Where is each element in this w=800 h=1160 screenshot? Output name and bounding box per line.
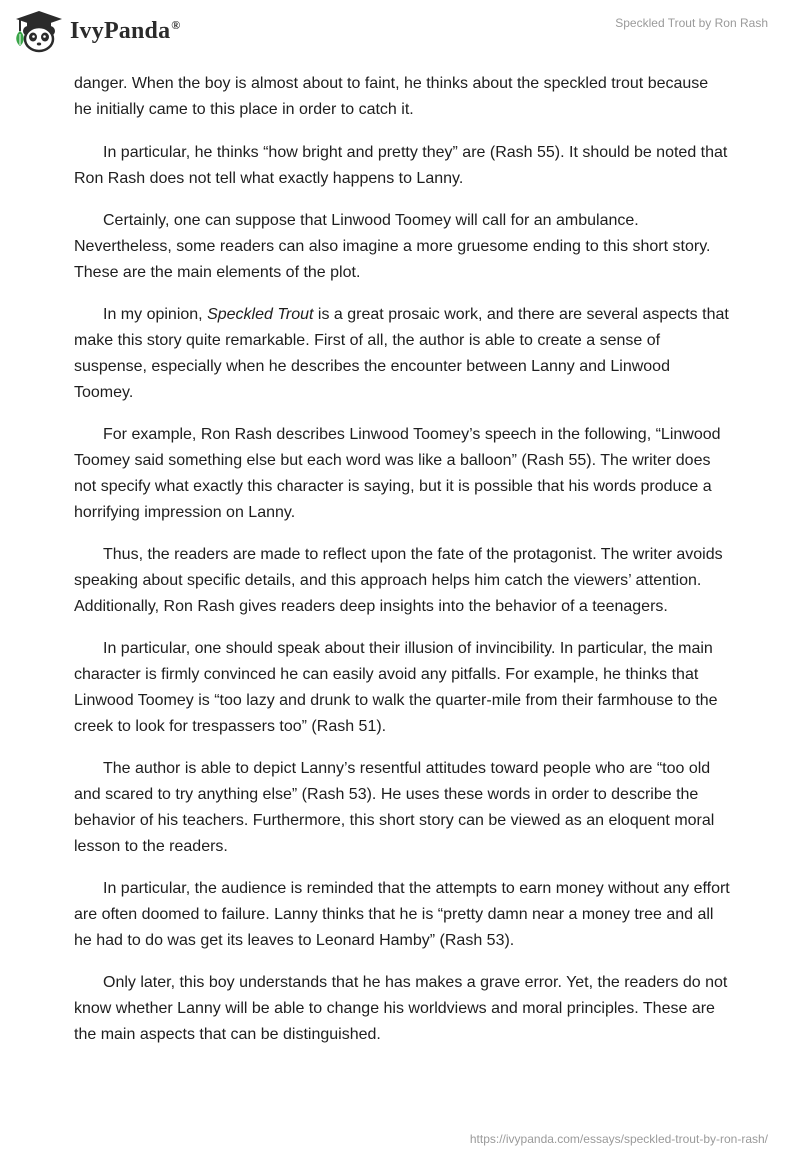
paragraph: For example, Ron Rash describes Linwood Toomey’s speech in the following, “Linwood Toomey said something else but each word was like a balloon” (Rash 55). The writer does not specify what exactly this character is saying, but it is possible that his words produce a horrifying impression on Lanny. [74, 426, 721, 521]
paragraph: Thus, the readers are made to reflect upon the fate of the protagonist. The writer avoids speaking about specific details, and this approach helps him catch the viewers’ attention. Additionally, Ron Rash gives readers deep insights into the behavior of a teenagers. [74, 546, 723, 615]
paragraph: Only later, this boy understands that he has makes a grave error. Yet, the readers do not know whether Lanny will be able to change his worldviews and moral principles. These are the main aspects that can be distinguished. [74, 974, 728, 1043]
ivypanda-logo[interactable] [12, 9, 180, 53]
paragraph: Certainly, one can suppose that Linwood Toomey will call for an ambulance. Nevertheless, some readers can also imagine a more gruesome ending to this short story. These are the main elements of the plot. [74, 212, 711, 281]
paragraph: In my opinion, Speckled Trout is a great prosaic work, and there are several aspects that make this story quite remarkable. First of all, the author is able to create a sense of suspense, especially when he describes the encounter between Lanny and Linwood Toomey. [74, 306, 729, 401]
paragraph: The author is able to depict Lanny’s resentful attitudes toward people who are “too old and scared to try anything else” (Rash 53). He uses these words in order to describe the behavior of his teachers. Furthermore, this short story can be viewed as an eloquent moral lesson to the readers. [74, 760, 715, 855]
paragraph: danger. When the boy is almost about to faint, he thinks about the speckled trout because he initially came to this place in order to catch it. [74, 75, 709, 118]
paragraph: In particular, one should speak about their illusion of invincibility. In particular, the main character is firmly convinced he can easily avoid any pitfalls. For example, he thinks that Linwood Toomey is “too lazy and drunk to walk the quarter-mile from their farmhouse to the creek to look for trespassers too” (Rash 51). [74, 640, 718, 735]
panda-graduate-icon [12, 9, 64, 53]
paragraph: In particular, he thinks “how bright and pretty they” are (Rash 55). It should be noted that Ron Rash does not tell what exactly happens to Lanny. [74, 144, 728, 187]
paragraph: In particular, the audience is reminded that the attempts to earn money without any effort are often doomed to failure. Lanny thinks that he is “pretty damn near a money tree and all he had to do was get its leaves to Leonard Hamby” (Rash 53). [74, 880, 730, 949]
brand-name: IvyPanda® [70, 17, 181, 44]
book-title: Speckled Trout [207, 306, 314, 323]
source-url-link[interactable]: https://ivypanda.com/essays/speckled-trout-by-ron-rash/ [469, 1132, 768, 1146]
header-document-title: Speckled Trout by Ron Rash [615, 16, 768, 30]
page-header [0, 0, 800, 62]
essay-body [74, 71, 730, 1064]
